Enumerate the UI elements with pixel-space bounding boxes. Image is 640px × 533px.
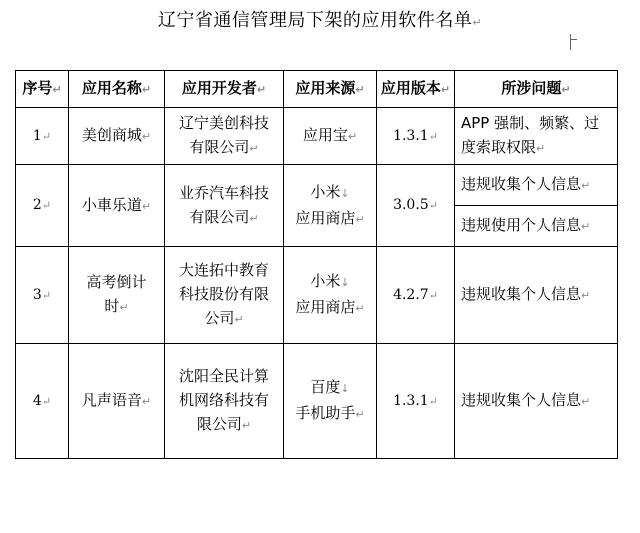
table-row bbox=[16, 344, 618, 459]
header-source: 应用来源↵ bbox=[284, 71, 377, 108]
row-developer: 大连拓中教育 科技股份有限 公司↵ bbox=[165, 247, 284, 344]
row-source: 应用宝↵ bbox=[284, 108, 377, 165]
row-app-name: 美创商城↵ bbox=[69, 108, 165, 165]
row-issue: APP 强制、频繁、过度索取权限↵ bbox=[455, 108, 618, 165]
header-app-name: 应用名称↵ bbox=[69, 71, 165, 108]
app-list-table bbox=[15, 70, 618, 459]
row-app-name: 小車乐道↵ bbox=[69, 165, 165, 247]
row-developer: 沈阳全民计算 机网络科技有 限公司↵ bbox=[165, 344, 284, 459]
row-index: 3↵ bbox=[16, 247, 69, 344]
header-issues: 所涉问题↵ bbox=[455, 71, 618, 108]
table-row bbox=[16, 165, 618, 206]
row-version: 3.0.5↵ bbox=[377, 165, 455, 247]
row-developer: 辽宁美创科技 有限公司↵ bbox=[165, 108, 284, 165]
row-issue: 违规收集个人信息↵ bbox=[455, 344, 618, 459]
text-cursor-icon bbox=[570, 34, 579, 50]
header-index: 序号↵ bbox=[16, 71, 69, 108]
row-index: 4↵ bbox=[16, 344, 69, 459]
table-header-row bbox=[16, 71, 618, 108]
row-version: 1.3.1↵ bbox=[377, 108, 455, 165]
row-source: 小米↓ 应用商店↵ bbox=[284, 247, 377, 344]
row-source: 百度↓ 手机助手↵ bbox=[284, 344, 377, 459]
row-app-name: 高考倒计 时↵ bbox=[69, 247, 165, 344]
row-index: 2↵ bbox=[16, 165, 69, 247]
header-developer: 应用开发者↵ bbox=[165, 71, 284, 108]
header-version: 应用版本↵ bbox=[377, 71, 455, 108]
row-app-name: 凡声语音↵ bbox=[69, 344, 165, 459]
row-version: 1.3.1↵ bbox=[377, 344, 455, 459]
row-issue: 违规收集个人信息↵ bbox=[455, 247, 618, 344]
row-version: 4.2.7↵ bbox=[377, 247, 455, 344]
paragraph-mark-icon: ↵ bbox=[472, 16, 483, 29]
row-developer: 业乔汽车科技 有限公司↵ bbox=[165, 165, 284, 247]
table-row bbox=[16, 247, 618, 344]
document-title: 辽宁省通信管理局下架的应用软件名单↵ bbox=[157, 10, 483, 31]
row-issue: 违规收集个人信息↵ bbox=[455, 165, 618, 206]
row-issue: 违规使用个人信息↵ bbox=[455, 206, 618, 247]
table-row bbox=[16, 108, 618, 165]
row-source: 小米↓ 应用商店↵ bbox=[284, 165, 377, 247]
row-index: 1↵ bbox=[16, 108, 69, 165]
